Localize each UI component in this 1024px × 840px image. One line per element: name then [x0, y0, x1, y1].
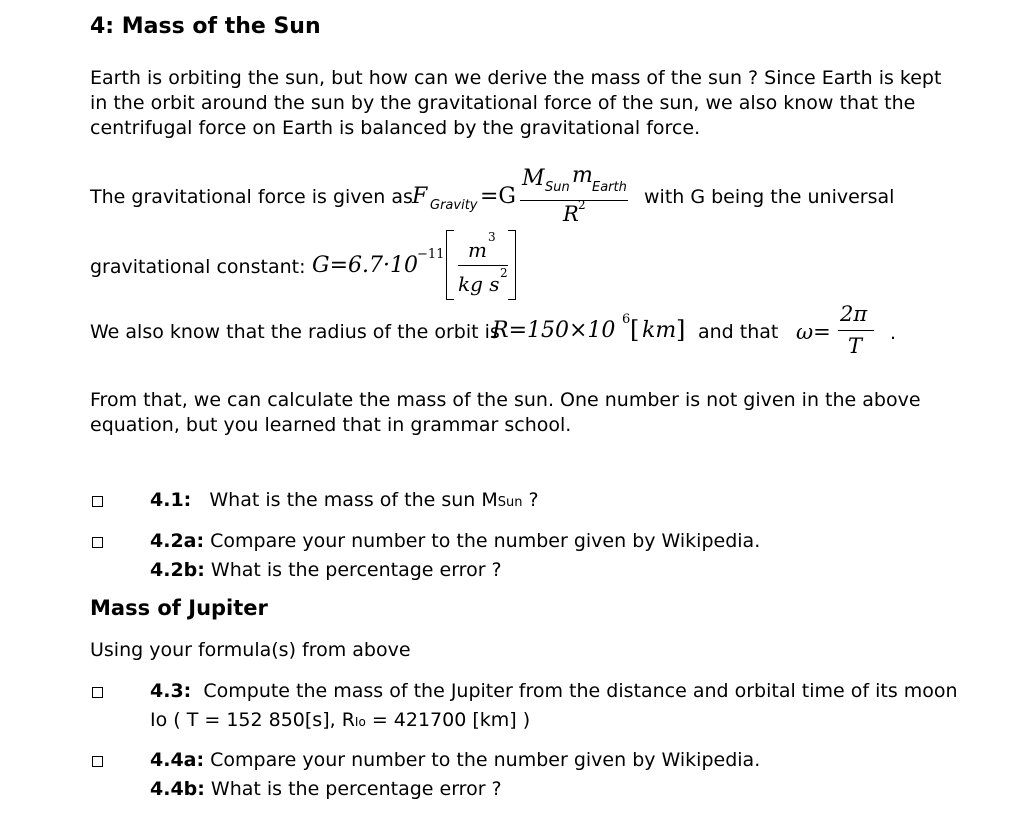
km-close-bracket: ] [676, 316, 686, 344]
force-symbol: F [412, 184, 428, 209]
radius-end: . [890, 322, 897, 344]
km-open-bracket: [ [630, 316, 640, 344]
radius-expression: R=150×10 [492, 318, 616, 343]
jupiter-intro: Using your formula(s) from above [90, 639, 411, 661]
constant-lead: gravitational constant: [90, 256, 306, 278]
section-title: 4: Mass of the Sun [90, 14, 321, 39]
mass-earth-subscript: Earth [592, 180, 627, 195]
omega-denominator: T [848, 334, 863, 358]
task-4-3-sub: Io [354, 715, 366, 729]
intro-paragraph: Earth is orbiting the sun, but how can we derive the mass of the sun ? Since Earth is kept in the orbit around the sun by the gravitational force of the sun, we also know that the centrifugal force on Earth is balanced by the gravitational force. [90, 67, 942, 139]
mass-sun-subscript: Sun [545, 180, 570, 195]
note-paragraph: From that, we can calculate the mass of the sun. One number is not given in the above equation, but you learned that in grammar school. [90, 389, 921, 436]
task-4-2a-number: 4.2a: [150, 530, 205, 552]
radius-exponent-6: 6 [622, 312, 631, 327]
task-4-2-checkbox[interactable] [92, 537, 103, 548]
task-4-3-number: 4.3: [150, 680, 192, 702]
task-4-1 [150, 489, 539, 511]
task-4-3 [150, 680, 958, 702]
left-bracket [446, 230, 454, 300]
task-4-1-tail: ? [522, 489, 539, 511]
mass-earth-symbol: m [572, 163, 593, 188]
task-4-3-text: Compute the mass of the Jupiter from the distance and orbital time of its moon [203, 680, 958, 702]
task-4-2a [150, 530, 760, 552]
task-4-1-checkbox[interactable] [92, 496, 103, 507]
task-4-3-line2 [150, 709, 530, 731]
task-4-4a-number: 4.4a: [150, 749, 205, 771]
task-4-4b-number: 4.4b: [150, 778, 205, 800]
radius-exponent: 2 [578, 198, 586, 212]
task-4-2a-text: Compare your number to the number given by Wikipedia. [210, 530, 761, 552]
radius-lead: We also know that the radius of the orbit is [90, 321, 500, 343]
mass-sun-symbol: M [522, 166, 545, 191]
task-4-2b-text: What is the percentage error ? [210, 559, 502, 581]
equals-G: =G [480, 184, 517, 209]
task-4-2b-number: 4.2b: [150, 559, 205, 581]
right-bracket [508, 230, 516, 300]
omega-fraction-bar [838, 330, 874, 331]
gravity-lead: The gravitational force is given as [90, 186, 413, 208]
task-4-3-line2b: = 421700 [km] ) [365, 709, 531, 731]
task-4-3-checkbox[interactable] [92, 687, 103, 698]
task-4-1-text: What is the mass of the sun M [209, 489, 498, 511]
radius-denominator: R [563, 202, 579, 226]
task-4-1-sub: Sun [497, 495, 523, 510]
task-4-4a [150, 749, 760, 771]
task-4-4a-text: Compare your number to the number given by Wikipedia. [210, 749, 761, 771]
omega-numerator: 2π [840, 302, 868, 326]
constant-exponent: −11 [417, 247, 445, 262]
unit-numerator-exponent: 3 [488, 230, 496, 244]
constant-expression: G=6.7·10 [312, 253, 418, 278]
omega-symbol: ω= [796, 320, 831, 344]
gravity-tail: with G being the universal [644, 186, 895, 208]
force-subscript: Gravity [430, 198, 478, 213]
task-4-2b [150, 559, 502, 581]
unit-numerator: m [468, 238, 487, 262]
unit-denominator-exponent: 2 [500, 266, 508, 280]
task-4-3-line2a: Io ( T = 152 850[s], R [150, 709, 355, 731]
task-4-4b-text: What is the percentage error ? [210, 778, 502, 800]
radius-mid: and that [698, 321, 779, 343]
task-4-1-number: 4.1: [150, 489, 192, 511]
radius-unit: km [642, 318, 677, 343]
task-4-4b [150, 778, 502, 800]
jupiter-title: Mass of Jupiter [90, 596, 268, 620]
task-4-4-checkbox[interactable] [92, 756, 103, 767]
unit-denominator: kg s [458, 272, 500, 296]
